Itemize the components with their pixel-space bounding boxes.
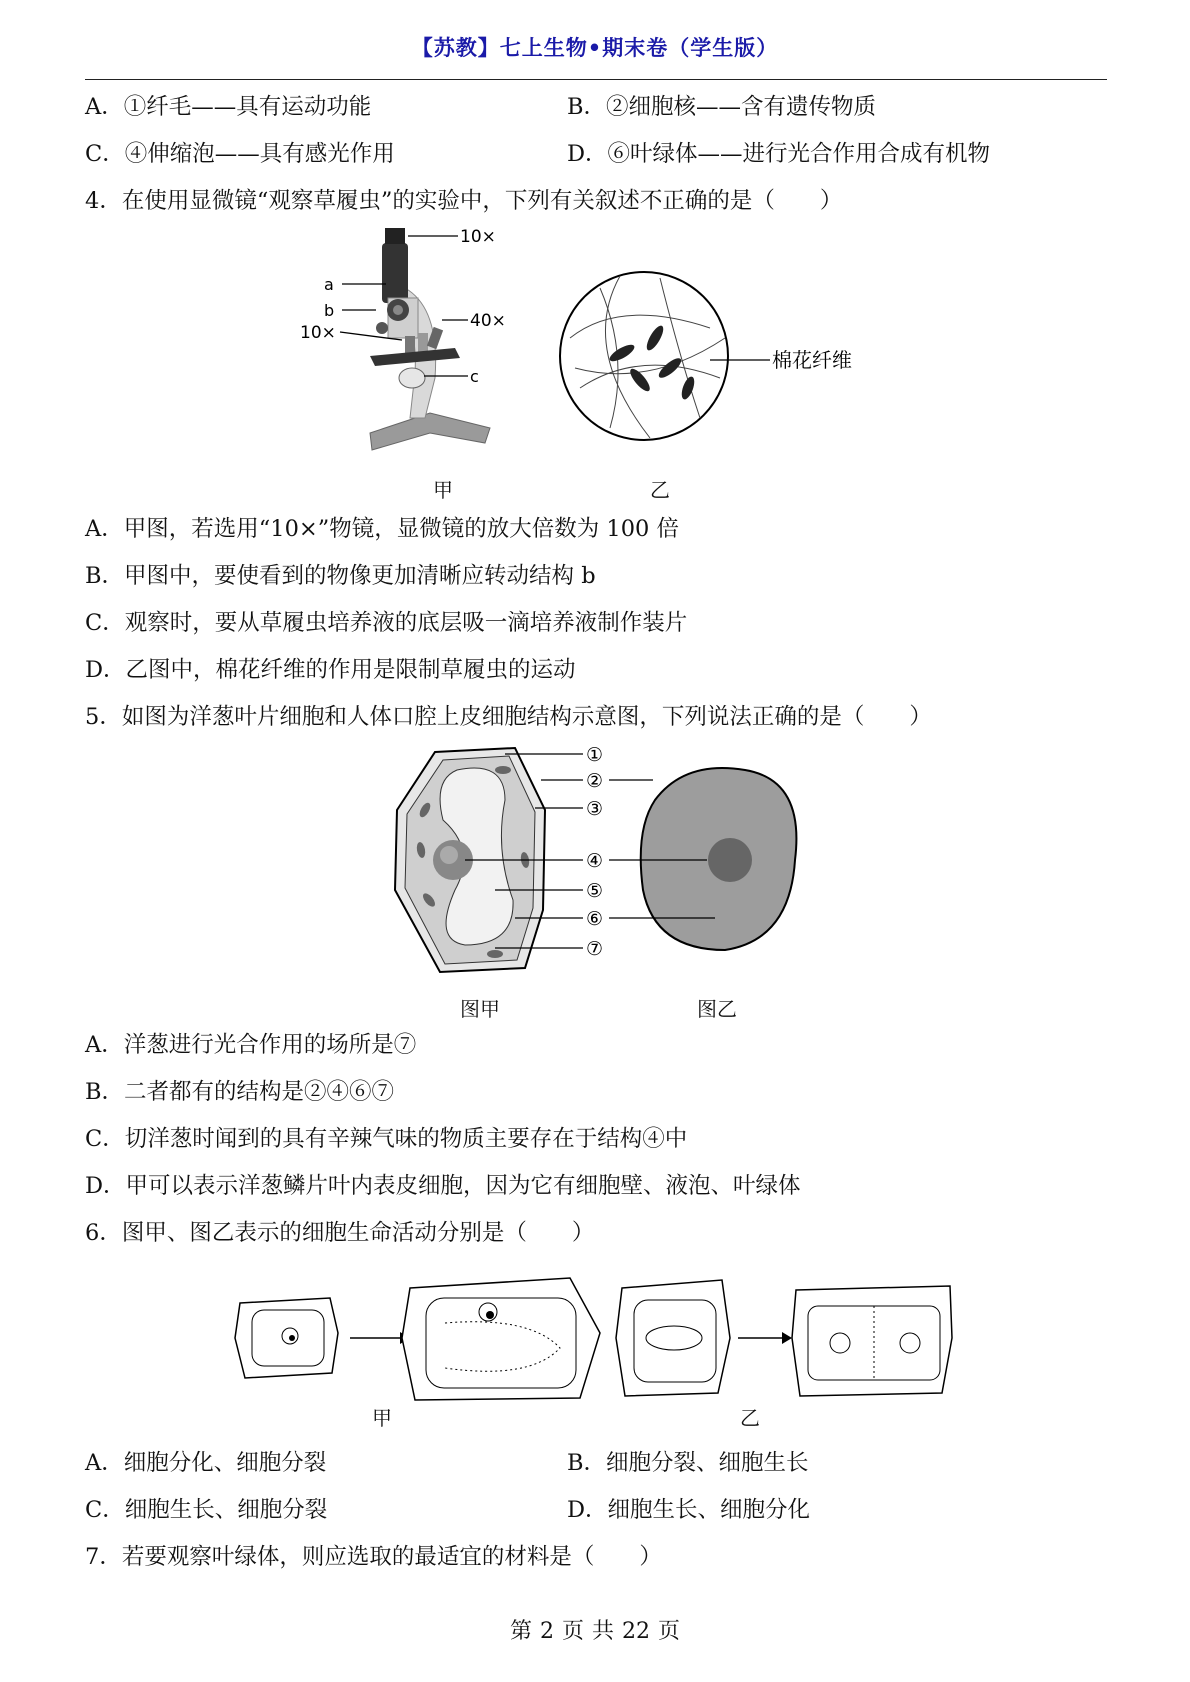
q4-option-c[interactable]: C．观察时，要从草履虫培养液的底层吸一滴培养液制作装片 xyxy=(85,610,688,636)
q6-stem: 6．图甲、图乙表示的细胞生命活动分别是（ ） xyxy=(85,1220,595,1246)
microscope-figure xyxy=(300,227,570,468)
label-7: ⑦ xyxy=(586,938,604,960)
objective-high-label: 40× xyxy=(470,311,506,331)
part-a-label: a xyxy=(324,275,334,294)
eyepiece-label: 10× xyxy=(460,227,496,247)
q5-option-a[interactable]: A．洋葱进行光合作用的场所是⑦ xyxy=(85,1032,417,1058)
q6-option-a[interactable]: A．细胞分化、细胞分裂 xyxy=(85,1450,327,1476)
q4-caption-left: 甲 xyxy=(433,478,453,502)
label-2: ② xyxy=(586,770,604,792)
footer-gong: 共 xyxy=(592,1619,615,1644)
cotton-fiber-label: 棉花纤维 xyxy=(772,348,852,372)
q7-stem: 7．若要观察叶绿体，则应选取的最适宜的材料是（ ） xyxy=(85,1544,662,1570)
label-5: ⑤ xyxy=(586,880,604,902)
objective-low-label: 10× xyxy=(300,323,336,343)
paramecium-view-figure xyxy=(560,268,880,448)
q3-option-a[interactable]: A．①纤毛——具有运动功能 xyxy=(85,94,372,120)
footer-ye: 页 xyxy=(561,1619,584,1644)
part-b-label: b xyxy=(324,301,335,320)
q3-option-d[interactable]: D．⑥叶绿体——进行光合作用合成有机物 xyxy=(567,141,991,167)
q5-option-c[interactable]: C．切洋葱时闻到的具有辛辣气味的物质主要存在于结构④中 xyxy=(85,1126,688,1152)
footer-ye2: 页 xyxy=(658,1619,681,1644)
label-3: ③ xyxy=(586,798,604,820)
q4-option-a[interactable]: A．甲图，若选用“10×”物镜，显微镜的放大倍数为 100 倍 xyxy=(85,516,679,542)
cell-activity-figure xyxy=(230,1268,960,1418)
q5-stem: 5．如图为洋葱叶片细胞和人体口腔上皮细胞结构示意图，下列说法正确的是（ ） xyxy=(85,704,932,730)
q4-option-b[interactable]: B．甲图中，要使看到的物像更加清晰应转动结构 b xyxy=(85,563,596,589)
page-footer xyxy=(0,1614,1190,1645)
q3-option-b[interactable]: B．②细胞核——含有遗传物质 xyxy=(567,94,877,120)
cell-structure-figure xyxy=(385,740,825,980)
q5-option-d[interactable]: D．甲可以表示洋葱鳞片叶内表皮细胞，因为它有细胞壁、液泡、叶绿体 xyxy=(85,1173,801,1199)
q5-caption-right: 图乙 xyxy=(697,997,737,1021)
q6-option-d[interactable]: D．细胞生长、细胞分化 xyxy=(567,1497,811,1523)
q4-stem: 4．在使用显微镜“观察草履虫”的实验中，下列有关叙述不正确的是（ ） xyxy=(85,188,843,214)
footer-di: 第 xyxy=(509,1619,532,1644)
q4-option-d[interactable]: D．乙图中，棉花纤维的作用是限制草履虫的运动 xyxy=(85,657,576,683)
label-6: ⑥ xyxy=(586,908,604,930)
label-1: ① xyxy=(586,744,604,766)
part-c-label: c xyxy=(470,367,479,386)
page-header: 【苏教】七上生物•期末卷（学生版） xyxy=(411,36,779,60)
q6-caption-left: 甲 xyxy=(372,1406,392,1430)
footer-total-pages: 22 xyxy=(622,1619,651,1644)
label-4: ④ xyxy=(586,850,604,872)
q5-option-b[interactable]: B．二者都有的结构是②④⑥⑦ xyxy=(85,1079,395,1105)
q5-caption-left: 图甲 xyxy=(460,997,500,1021)
footer-page-number: 2 xyxy=(539,1619,554,1644)
q6-caption-right: 乙 xyxy=(740,1406,760,1430)
q4-caption-right: 乙 xyxy=(650,478,670,502)
q6-option-c[interactable]: C．细胞生长、细胞分裂 xyxy=(85,1497,328,1523)
q6-option-b[interactable]: B．细胞分裂、细胞生长 xyxy=(567,1450,809,1476)
q3-option-c[interactable]: C．④伸缩泡——具有感光作用 xyxy=(85,141,395,167)
header-divider xyxy=(85,79,1107,80)
